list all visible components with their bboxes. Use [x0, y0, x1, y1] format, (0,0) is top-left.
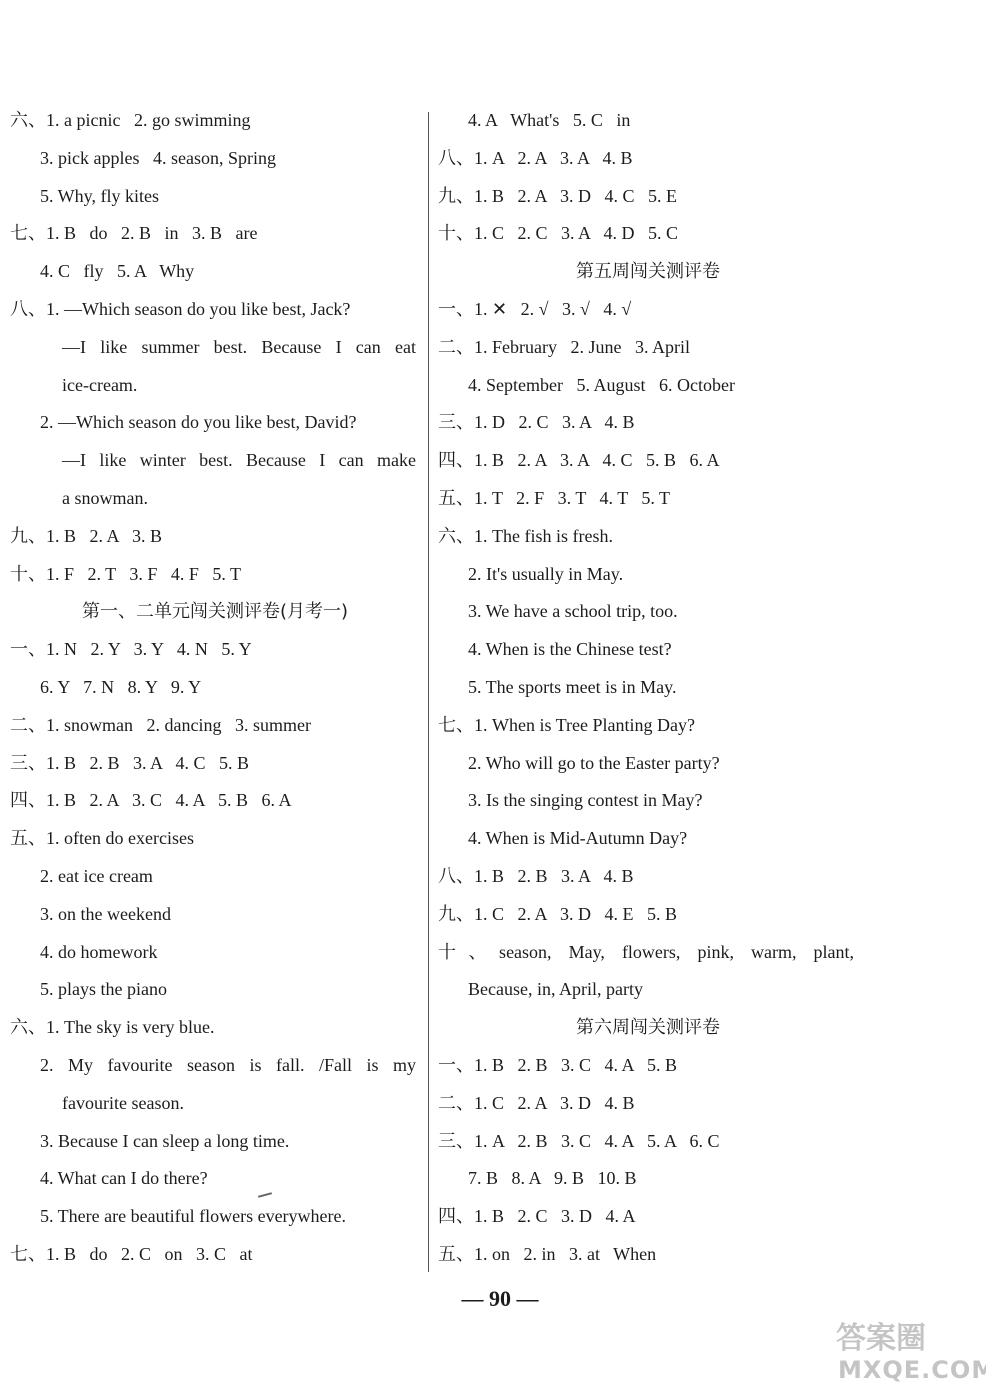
answer-line: 六、1. a picnic 2. go swimming — [10, 110, 251, 130]
watermark-icon — [826, 1314, 986, 1384]
answer-line: 七、1. B do 2. C on 3. C at — [10, 1243, 253, 1264]
answer-line: 5. The sports meet is in May. — [468, 676, 677, 697]
answer-line: 3. Is the singing contest in May? — [468, 790, 703, 811]
answer-line: 九、1. B 2. A 3. B — [10, 525, 163, 546]
answer-line: 一、1. N 2. Y 3. Y 4. N 5. Y — [10, 639, 252, 660]
answer-line: 5. There are beautiful flowers everywhere. — [40, 1206, 347, 1227]
answer-line: 八、1. —Which season do you like best, Jack? — [10, 298, 351, 319]
answer-line: 九、1. C 2. A 3. D 4. E 5. B — [438, 903, 678, 924]
answer-line: 2. Who will go to the Easter party? — [468, 752, 720, 773]
answer-line: 六、1. The sky is very blue. — [10, 1017, 215, 1038]
answer-line: 七、1. When is Tree Planting Day? — [438, 714, 695, 735]
answer-line: 三、1. A 2. B 3. C 4. A 5. A 6. C — [438, 1130, 720, 1151]
answer-line: —I like summer best. Because I can eat — [62, 336, 416, 357]
answer-line: 十、1. F 2. T 3. F 4. F 5. T — [10, 563, 242, 584]
page-number: — 90 — — [461, 1286, 539, 1311]
answer-line: 4. When is Mid-Autumn Day? — [468, 828, 688, 849]
watermark-logo — [826, 1314, 986, 1384]
column-divider — [428, 112, 429, 1272]
answer-line: 二、1. C 2. A 3. D 4. B — [438, 1092, 635, 1113]
answer-line: 六、1. The fish is fresh. — [438, 525, 613, 546]
answer-line: 十、1. C 2. C 3. A 4. D 5. C — [438, 223, 679, 244]
answer-line: 3. pick apples 4. season, Spring — [40, 147, 276, 168]
answer-line: 4. C fly 5. A Why — [40, 261, 195, 282]
right-answer-column — [438, 102, 858, 1274]
answer-line: 一、1. ✕ 2. √ 3. √ 4. √ — [438, 298, 632, 319]
answer-line: 6. Y 7. N 8. Y 9. Y — [40, 676, 202, 697]
answer-line: 五、1. on 2. in 3. at When — [438, 1243, 657, 1264]
watermark-url: MXQE.COM — [838, 1356, 986, 1384]
answer-line: 九、1. B 2. A 3. D 4. C 5. E — [438, 185, 678, 206]
answer-line: 五、1. often do exercises — [10, 828, 194, 849]
answer-line: 3. on the weekend — [40, 903, 171, 924]
answer-line: 三、1. D 2. C 3. A 4. B — [438, 412, 635, 433]
answer-line: 四、1. B 2. A 3. A 4. C 5. B 6. A — [438, 450, 720, 471]
answer-line: favourite season. — [62, 1092, 184, 1113]
answer-line: 五、1. T 2. F 3. T 4. T 5. T — [438, 487, 671, 508]
answer-line: —I like winter best. Because I can make — [62, 450, 416, 471]
answer-line: 一、1. B 2. B 3. C 4. A 5. B — [438, 1054, 678, 1075]
left-answer-column — [10, 102, 420, 1274]
answer-line: 2. —Which season do you like best, David? — [40, 412, 357, 433]
answer-line: 二、1. snowman 2. dancing 3. summer — [10, 714, 311, 735]
answer-line: 4. do homework — [40, 941, 158, 962]
answer-line: 4. When is the Chinese test? — [468, 639, 672, 660]
section-heading: 第一、二单元闯关测评卷(月考一) — [81, 601, 349, 623]
answer-line: 八、1. B 2. B 3. A 4. B — [438, 865, 634, 886]
answer-line: 5. plays the piano — [40, 979, 167, 1000]
section-heading: 第六周闯关测评卷 — [576, 1017, 720, 1039]
answer-line: 四、1. B 2. C 3. D 4. A — [438, 1206, 636, 1227]
answer-line: 5. Why, fly kites — [40, 185, 159, 206]
answer-line: 二、1. February 2. June 3. April — [438, 336, 690, 357]
answer-line: 4. September 5. August 6. October — [468, 374, 735, 395]
answer-line: 4. What can I do there? — [40, 1168, 208, 1189]
answer-line: 2. It's usually in May. — [468, 563, 624, 584]
answer-line: 四、1. B 2. A 3. C 4. A 5. B 6. A — [10, 790, 292, 811]
answer-line: ice-cream. — [62, 374, 138, 395]
answer-line: 2. eat ice cream — [40, 865, 153, 886]
answer-line: 八、1. A 2. A 3. A 4. B — [438, 147, 633, 168]
answer-line: 3. We have a school trip, too. — [468, 601, 678, 622]
answer-line: 三、1. B 2. B 3. A 4. C 5. B — [10, 752, 250, 773]
answer-line: 4. A What's 5. C in — [468, 110, 631, 130]
answer-line: 七、1. B do 2. B in 3. B are — [10, 223, 258, 244]
answer-line: 2. My favourite season is fall. /Fall is my — [40, 1054, 416, 1075]
watermark-title: 答案圈 — [836, 1321, 926, 1356]
answer-line: Because, in, April, party — [468, 979, 643, 1000]
answer-line: 十、season, May, flowers, pink, warm, plant, — [438, 941, 854, 962]
answer-line: 3. Because I can sleep a long time. — [40, 1130, 290, 1151]
section-heading: 第五周闯关测评卷 — [576, 261, 720, 283]
answer-line: a snowman. — [62, 487, 148, 508]
answer-line: 7. B 8. A 9. B 10. B — [468, 1168, 637, 1189]
